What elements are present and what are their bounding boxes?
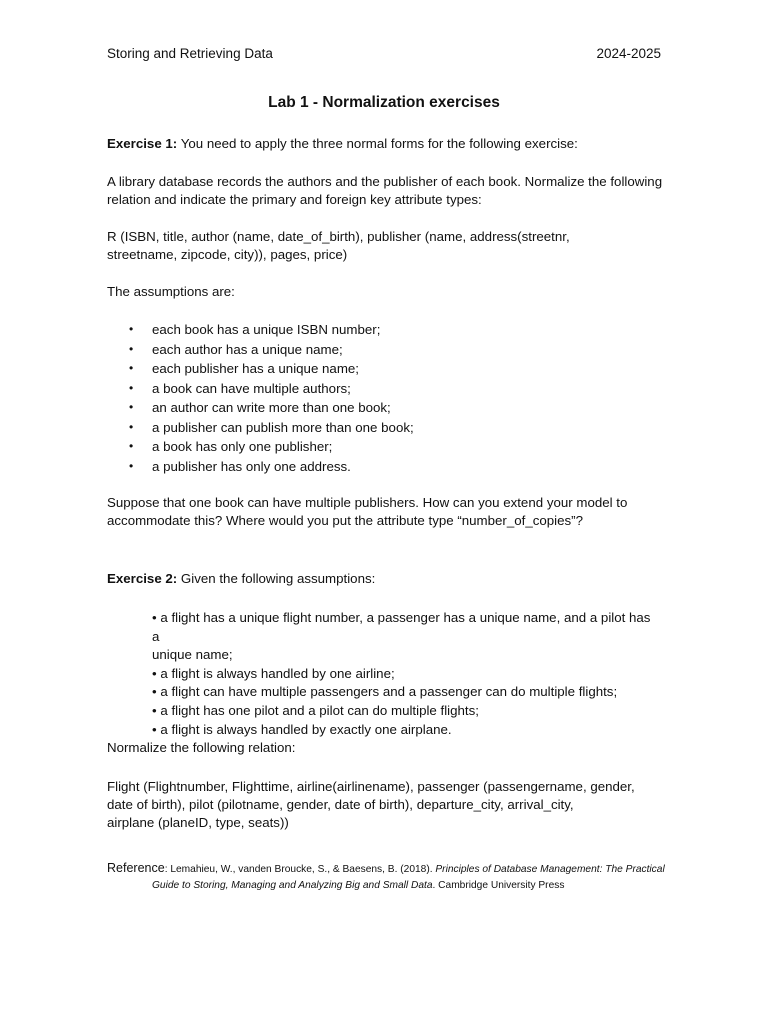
bullet-icon: • (129, 380, 134, 395)
reference-authors: : Lemahieu, W., vanden Broucke, S., & Baesens, B. (2018). (164, 864, 436, 875)
exercise1-description (107, 173, 667, 209)
exercise1-assumptions-heading: The assumptions are: (107, 284, 235, 299)
list-item: unique name; (152, 647, 233, 663)
list-item (107, 437, 667, 457)
exercise2-relation-line3: airplane (planeID, type, seats)) (107, 815, 289, 830)
list-item-text: each book has a unique ISBN number; (152, 322, 381, 337)
list-item-text: a publisher has only one address. (152, 458, 351, 474)
list-item-text: each author has a unique name; (152, 341, 343, 357)
exercise1-label: Exercise 1: (107, 136, 178, 151)
exercise2-heading (107, 570, 667, 588)
list-item: • a flight is always handled by one airline; (152, 665, 395, 681)
exercise2-normalize-heading: Normalize the following relation: (107, 740, 296, 755)
reference-book-title-part1: Principles of Database Management: The Practical (435, 864, 665, 875)
list-item: • a flight can have multiple passengers and a passenger can do multiple flights; (152, 684, 618, 700)
reference-publisher: . Cambridge University Press (432, 880, 565, 891)
list-item (107, 457, 667, 477)
list-item (107, 379, 667, 399)
list-item (107, 418, 667, 438)
reference-label: Reference (107, 861, 165, 875)
exercise2-assumptions-list (152, 609, 652, 739)
list-item: • a flight is always handled by exactly one airplane. (152, 721, 452, 737)
list-item-text: an author can write more than one book; (152, 400, 391, 415)
exercise2-relation-line2: date of birth), pilot (pilotname, gender, date of birth), departure_city, arrival_city, (107, 797, 574, 812)
reference (107, 860, 667, 894)
exercise1-question-line1: Suppose that one book can have multiple publishers. How can you extend your model to (107, 495, 628, 510)
exercise1-question (107, 494, 667, 530)
bullet-icon: • (129, 458, 134, 473)
reference-book-title-part2: Guide to Storing, Managing and Analyzing Big and Small Data (152, 880, 433, 891)
exercise2-relation (107, 778, 667, 832)
header-course: Storing and Retrieving Data (107, 46, 273, 61)
exercise1-description-line2: relation and indicate the primary and foreign key attribute types: (107, 192, 482, 207)
list-item-text: a book has only one publisher; (152, 439, 333, 454)
exercise1-question-line2: accommodate this? Where would you put the attribute type “number_of_copies”? (107, 513, 583, 528)
list-item (107, 320, 667, 340)
bullet-icon: • (129, 341, 134, 356)
bullet-icon: • (129, 361, 134, 375)
exercise1-heading (107, 135, 667, 153)
list-item-text: each publisher has a unique name; (152, 361, 359, 376)
exercise2-relation-line1: Flight (Flightnumber, Flighttime, airline(airlinename), passenger (passengername, gender, (107, 779, 635, 794)
list-item (107, 398, 667, 418)
reference-continuation (107, 878, 667, 894)
list-item (107, 359, 667, 379)
exercise1-description-line1: A library database records the authors and the publisher of each book. Normalize the following (107, 174, 663, 189)
list-item-text: a book can have multiple authors; (152, 380, 351, 396)
list-item (107, 340, 667, 360)
bullet-icon: • (129, 439, 134, 453)
exercise1-intro: You need to apply the three normal forms for the following exercise: (177, 136, 578, 151)
exercise2-label: Exercise 2: (107, 571, 178, 586)
bullet-icon: • (129, 419, 134, 434)
bullet-icon: • (129, 400, 134, 414)
list-item: • a flight has one pilot and a pilot can do multiple flights; (152, 702, 479, 718)
page-title: Lab 1 - Normalization exercises (268, 94, 500, 111)
exercise2-intro: Given the following assumptions: (177, 571, 376, 586)
exercise1-relation-line2: streetname, zipcode, city)), pages, price) (107, 247, 348, 262)
bullet-icon: • (129, 322, 134, 336)
exercise1-relation (107, 228, 667, 264)
exercise1-relation-line1: R (ISBN, title, author (name, date_of_birth), publisher (name, address(streetnr, (107, 229, 570, 244)
list-item: • a flight has a unique flight number, a passenger has a unique name, and a pilot has a (152, 610, 651, 644)
header-year: 2024-2025 (596, 46, 661, 61)
exercise1-assumptions-list (107, 320, 667, 476)
list-item-text: a publisher can publish more than one book; (152, 419, 414, 435)
